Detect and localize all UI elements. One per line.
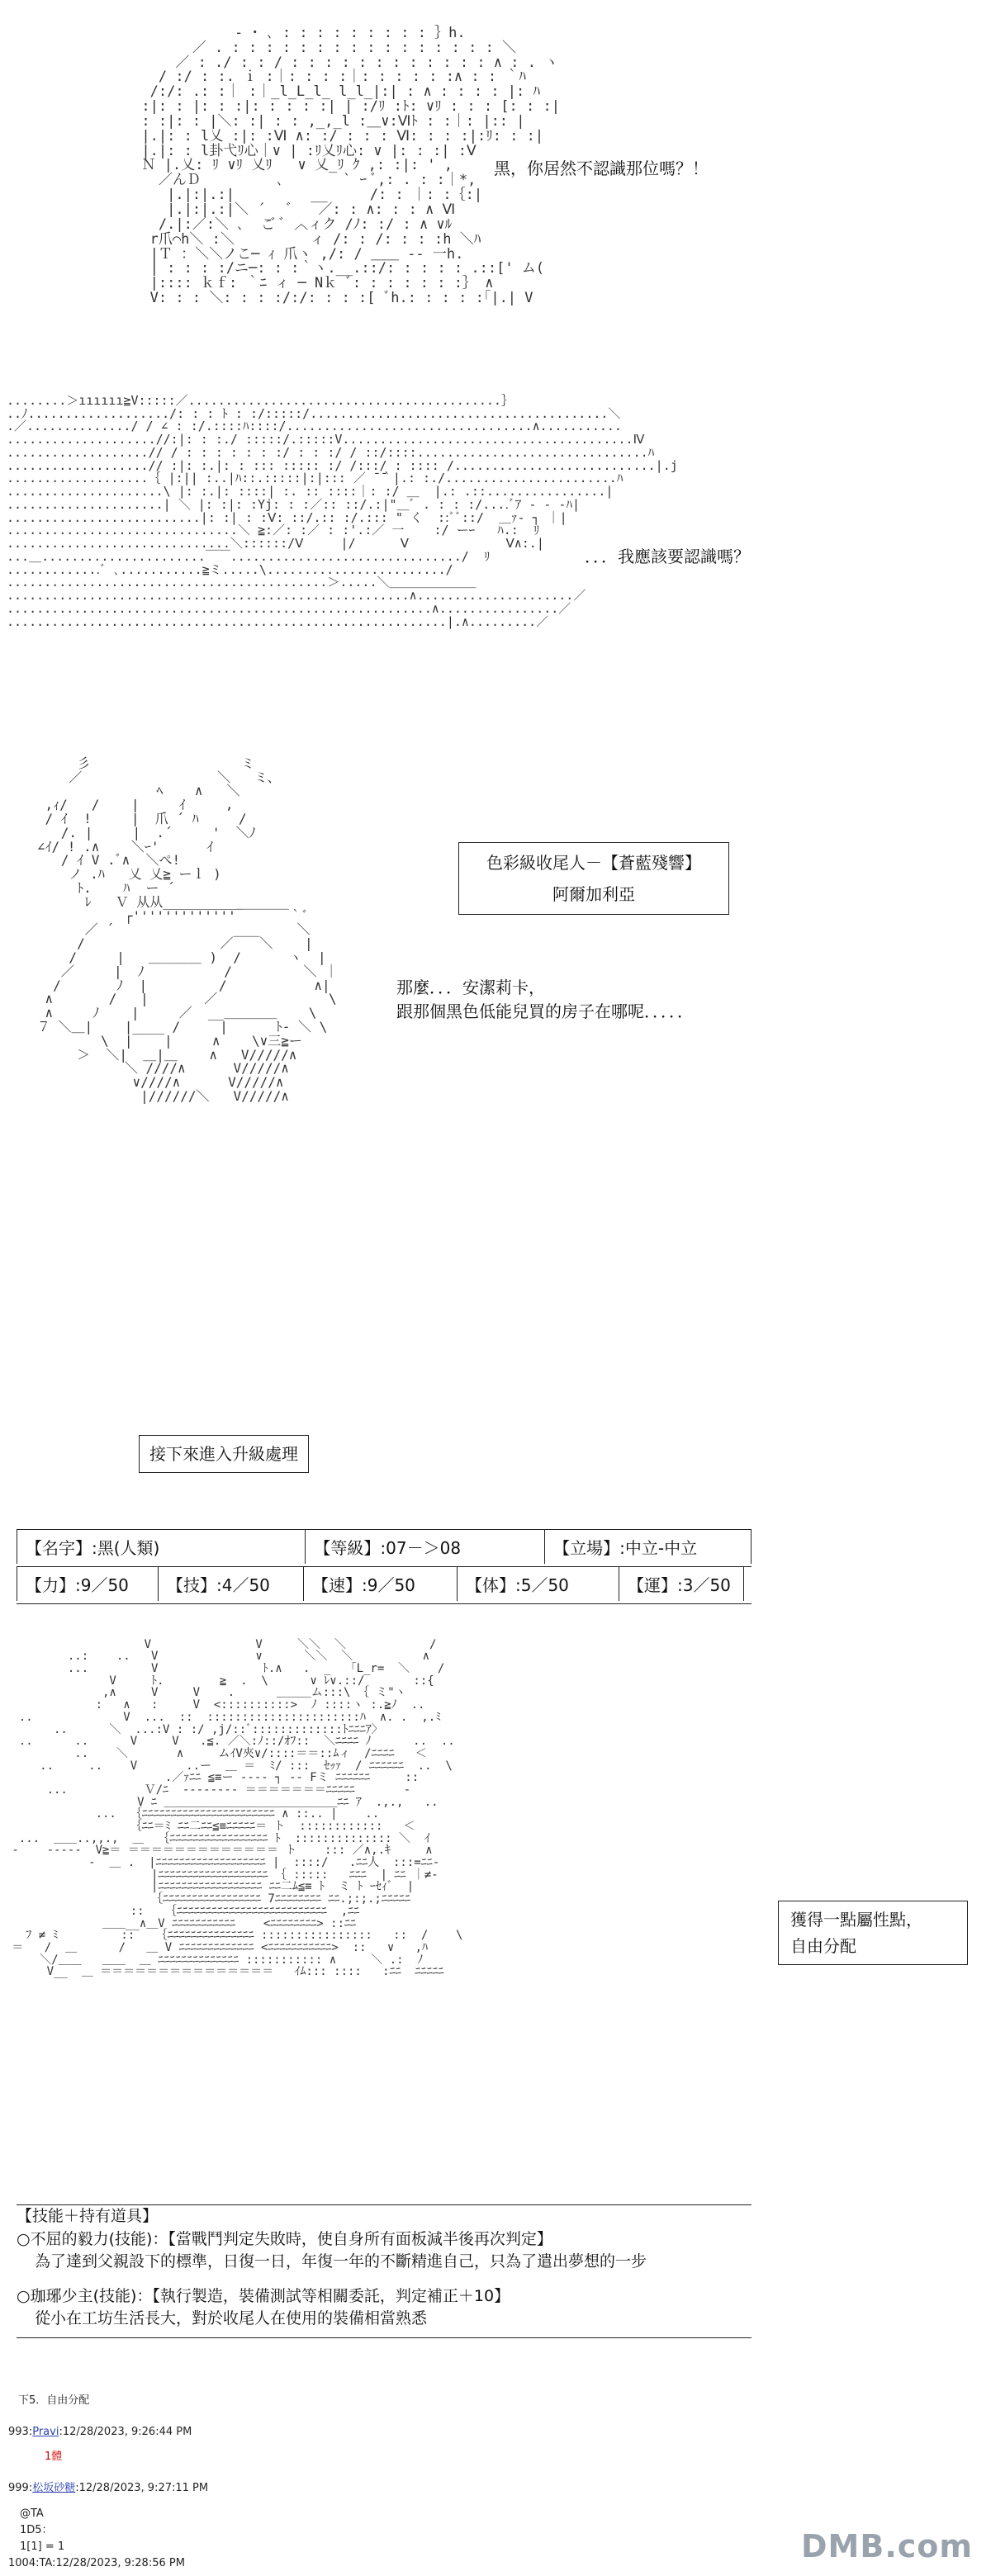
status-name: 【名字】:黑(人類) [17,1530,305,1564]
post-999-header [8,2480,208,2497]
status-row-1 [17,1530,752,1564]
status-level: 【等級】:07－＞08 [305,1530,544,1564]
next-action-note: 下5．自由分配 [18,2394,90,2407]
post-999-body-line-3: 1[1] = 1 [20,2540,65,2553]
stat-str: 【力】:9／50 [17,1567,158,1601]
stat-spd: 【速】:9／50 [303,1567,457,1601]
status-row-2 [17,1567,752,1601]
status-rule-bottom [17,1603,752,1604]
ascii-art-scene-4: V V ＼＼ ＼ / ..: .. V ∨ ＼＼ ＼ ∧ ... V ﾄ.∧ . _ 「L_r= ＼ / V ﾄ. ≧ . \ ∨ ﾚ∨.::/ ::{ ,∧ V V . ＿＿＿ム:::\ ｛ ミ"ヽ : ∧ : V <::::::::::> ﾉ ::::ヽ :.≧ﾉ .. .. V ... :: ::::::::::::::::::::::ﾊ ∧. . ,.ﾐ .. ＼ ...:V : :/ ,j/::ﾞ:::::::::::::ﾄﾆﾆﾆｱ〉 .. .. V V .≦. ／＼:ﾉ::/ｵﾌ:: ＼ﾆﾆﾆﾆ ﾉ .. .. .. ＼ ∧ ムｲV夾∨/::::＝＝::ﾑィ /ﾆﾆﾆﾆ ＜ .. .. V ..ー ＿ ＝ ﾐ/ ::: ｾｯｧ / ﾆﾆﾆﾆﾆﾆ .. \ .／ｧﾆﾆ ≦≡ー ‐‐‐‐ ┐ ‐‐ Fミ ﾆﾆﾆﾆﾆﾆ :: ... Ｖ/ﾆ ‐‐‐‐‐‐‐‐ ＝＝＝＝＝＝＝ﾆﾆﾆﾆﾆ ‐ V ﾆ ＿＿＿＿＿＿＿＿＿＿＿＿＿＿＿ﾆﾆ ｱ .,., .. ... ｛ﾆﾆﾆﾆﾆﾆﾆﾆﾆﾆﾆﾆﾆﾆﾆﾆﾆﾆﾆﾆﾆﾆﾆ ∧ ::.. | .. ｛ﾆﾆ＝ﾐ ﾆﾆ二ﾆﾆ≦≡ﾆﾆﾆﾆﾆ＝ ト :::::::::::: ＜ ... ＿＿..,,., ＿ ｛ﾆﾆﾆﾆﾆﾆﾆﾆﾆﾆﾆﾆﾆﾆﾆﾆﾆ ﾄ :::::::::::::: ＼ ｲ ‐ ‐‐‐‐‐ V≧＝ ＝＝＝＝＝＝＝＝＝＝＝＝＝ ト ::: ／∧,.ｷ ∧ ‐ ＿ . |ﾆﾆﾆﾆﾆﾆﾆﾆﾆﾆﾆﾆﾆﾆﾆﾆﾆﾆﾆ | ::::/ .ﾆﾆ人 :::=ﾆﾆ- |ﾆﾆﾆﾆﾆﾆﾆﾆﾆﾆﾆﾆﾆﾆﾆﾆﾆﾆﾆ ｛ ::::: ﾆﾆﾆ | ﾆﾆ ｜≠- |ﾆﾆﾆﾆﾆﾆﾆﾆﾆﾆﾆﾆﾆﾆﾆﾆﾆﾆ ﾆﾆ二ﾑ≦≡ ﾄ ミ ﾄ ｰｾｨﾞ | ｛ﾆﾆﾆﾆﾆﾆﾆﾆﾆﾆﾆﾆﾆﾆﾆﾆﾆ 7ﾆﾆﾆﾆﾆﾆﾆﾆ ﾆﾆ.;:;.;ﾆﾆﾆﾆﾆ :: ｛ﾆﾆﾆﾆﾆﾆﾆﾆﾆﾆﾆﾆﾆﾆﾆﾆﾆﾆﾆﾆﾆﾆﾆﾆﾆﾆ ,ﾆﾆ ＿＿__∧＿V ﾆﾆﾆﾆﾆﾆﾆﾆﾆﾆﾆ <ﾆﾆﾆﾆﾆﾆﾆﾆ> ::ﾆﾆ ﾌ ≠ ﾐ :: ｛ﾆﾆﾆﾆﾆﾆﾆﾆﾆﾆﾆﾆﾆﾆﾆ :::::::::::::::: :: / \ ＝ / ＿ / ＿ V ﾆﾆﾆﾆﾆﾆﾆﾆﾆﾆﾆﾆﾆ <ﾆﾆﾆﾆﾆﾆﾆﾆﾆﾆﾆ> :: ∨ ,ﾊ ＼/＿＿ ＿＿ ＿ ﾆﾆﾆﾆﾆﾆﾆﾆﾆﾆﾆﾆﾆﾆ ::::::::::: ∧ ＼ .: ﾉ V__ ＿ ＝＝＝＝＝＝＝＝＝＝＝＝＝＝＝ ｲﾑ::: :::: :ﾆﾆ ﾆﾆﾆﾆﾆ [12,1637,463,1979]
poster-name-link[interactable]: 松坂砂糖 [32,2482,76,2495]
dialogue-line-1: 那麼．．．安潔莉卡， [396,978,545,997]
skills-header: 【技能＋持有道具】 [17,2207,159,2225]
post-time: :12/28/2023, 9:26:44 PM [59,2426,192,2439]
skills-rule-bottom [17,2337,752,2338]
stat-luk: 【運】:3／50 [619,1567,744,1601]
post-999-body-line-1: @TA [20,2507,44,2520]
ascii-art-character-3: 彡 ミ ／ ＼ ミ、 ﾍ ∧ ＼ ,ｨ/ / | ｲ , / ｲ ! | 爪 ´ ﾊ / /. | | .´ ' ＼ﾉ ∠ｲ/ ! .∧ ＼ｰ' ｲ / ｲ V .ﾞ∧ ＼ぺ! ノ .ﾊ 乂 乂≧ ーｌ ) ﾄ. ﾊ ー ´ ﾚ Ｖ 从从__________ ┌'''''''''''''￣￣￣￣｀ﾞ ／ ´ ＼ / ／￣￣＼ | / | ＿＿＿＿ ) / ヽ | ／ | ﾉ / ＼ ｜ / ﾉ | / ∧| ∧ / | ／ \ ∧ ﾉ | ／ __＿＿＿＿ \ ７ ＼＿| |____ / | ﾄ‐ ＼ \ \ | | ∧ \∨三≧ー ＞ ＼| ＿|＿ ∧ V/////∧ ＼ ////∧ V/////∧ ∨////∧ V/////∧ |//////＼ V/////∧ [36,755,339,1104]
dialogue-line [396,976,694,1024]
skill-1-title: ○不屈的毅力(技能)：【當戰鬥判定失敗時，使自身所有面板減半後再次判定】 [17,2229,552,2248]
post-time: :12/28/2023, 9:27:11 PM [75,2482,209,2495]
attribute-point-line-2: 自由分配 [790,1936,856,1956]
skill-2-desc: 從小在工坊生活長大，對於收尾人在使用的裝備相當熟悉 [35,2309,428,2328]
post-1004-header: 1004:TA:12/28/2023, 9:28:56 PM [8,2556,185,2569]
stat-vit: 【体】:5／50 [457,1567,619,1601]
ascii-art-character-1: ‐ ･ ､ : : : : : : : : : ｝h. ／ . : : : : : : : : : : : : : : : : ＼ ／ : ./ : : / : : : : : : : : : : : : ∧ : . ヽ / :/ : :. ｉ :｜: : : :｜: : : : : :∧ : : ｀ﾊ /:/: .: :｜ :｜_l_L_l_ l_l_|:| : ∧ : : : : |: ﾊ :|: : |: : :|: : : : :| | :/ﾘ :ﾄ: ∨ﾘ : : : [: : :| : :|: : |＼: :| : : ,_,_l :＿∨:Ⅵﾄ : :｜: |:: | |.|: : l乂 :|: :Ⅵ ∧: :/ : : : Ⅵ: : : :|:ﾘ: : :| |.|: : l卦弋ﾘ心｜∨ | :ﾘ乂ﾘ心: ∨ |: : :| :Ⅴ Ｎ |.乂: ﾘ ∨ﾘ 乂ﾘ ∨ 乂_ﾘ ｸ ,: :|: ' , ／んＤ ､ ` ｰ ﾞ,: . : :｜*, |.|:|.:| __ /: : ｜: :｛:| |.|:|.:|＼ ´ ﾞ ／: : ∧: : : ∧ Ⅵ /.|:／:＼ ､ ご ﾞ ︿ィク /ﾉ: :/ : ∧ ∨ﾙ r爪⌒h＼ :＼ ィ /: : /: : : :h ＼ﾊ |Ｔ ：＼＼ノこ─ ｨ 爪ヽ ,/: / ＿＿ -‐ 一h. | : : : :/ニ─: : :｀ヽ.__.::/: : : : : .::[' ム( |:::: ｋｆ: ｀ﾆ ィ ─ Nｋ ﾞ: : : : : : :｝ ∧ V: : : ＼: : : :/:/: : : :[ ﾞh.: : : : :｢|.| V [141,24,560,307]
stat-tec: 【技】:4／50 [158,1567,303,1601]
post-number: 993: [8,2426,33,2439]
upgrade-notice-box: 接下來進入升級處理 [139,1435,309,1473]
status-alignment: 【立場】:中立-中立 [544,1530,752,1564]
skill-2-title: ○珈琊少主(技能)：【執行製造，裝備測試等相關委託，判定補正＋10】 [17,2286,510,2305]
site-watermark: DMB.com [801,2528,973,2564]
character-title-box [458,842,729,915]
dialogue-line-2: 跟那個黑色低能兒買的房子在哪呢．．．．． [396,1002,694,1021]
attribute-point-line-1: 獲得一點屬性點， [790,1910,922,1930]
skills-section [17,2204,752,2338]
thread-footer [8,2393,208,2572]
attribute-point-box [778,1901,968,1965]
post-999-body-line-2: 1D5： [20,2523,53,2536]
character-name: 阿爾加利亞 [552,884,635,904]
character-title: 色彩級收尾人－【蒼藍殘響】 [486,853,701,873]
poster-name-link[interactable]: Pravi [32,2426,59,2439]
ascii-art-character-2: ........＞ıııııı≧V:::::／..........................................｝ ..ﾉ.................../: : : ﾄ : :/:::::/........................................＼ .／............../ / ∠ : :/.::::ﾊ::::/.................................∧........... ....................//:|: : :./ :::::/.:::::V.......................................Ⅳ ...................// / : : : : : : :/ : : :/ / ::/::::...............................ﾊ ...................// :|: :.|: : ::: ::::: :/ /:::/ : :::: /...........................|.j ...................｛ |:|| :..|ﾊ::.:::::|:|::: ／ ̄ ̄｀|.: :./.......................ﾊ .....................\ |: :.|: ::::| :. :: ::::｜: :/ ＿ |.: .::................| .....................| ＼ |: :|: :Yj: : :／:: ::/.:|"＿ﾞ . : : :/....ﾞｱ ‐ ‐ -ﾊ| ..........................|: :| : :Ⅴ: ::/.:: :/.::: " く ::ﾞﾞ::/ ＿ｧ‐ ┐ ｜| ...............................＼ ≧:／: :／ : :'.:／ 一 :/ ーｰ ﾊ.: ﾘ ..............................＼::::::/Ⅴ |/ Ⅴ Ⅴ∧:.| ...＿......................￣￣.............................../ ﾘ .............ﾞ ､...........≧ミ.....\......................../ ...........................................＞.....＼＿＿＿＿＿＿＿ ......................................................∧.....................／ .........................................................∧................／ ...........................................................|.∧.........／ [7,392,678,629]
dialogue-line: 黑，你居然不認識那位嗎？！ [494,159,709,178]
post-993-body: 1體 [45,2451,63,2464]
dialogue-line: ．．．我應該要認識嗎？ [585,547,750,566]
skill-1-desc: 為了達到父親設下的標準，日復一日，年復一年的不斷精進自己，只為了遣出夢想的一步 [35,2252,647,2271]
post-993-header [8,2424,208,2441]
post-number: 999: [8,2482,33,2495]
